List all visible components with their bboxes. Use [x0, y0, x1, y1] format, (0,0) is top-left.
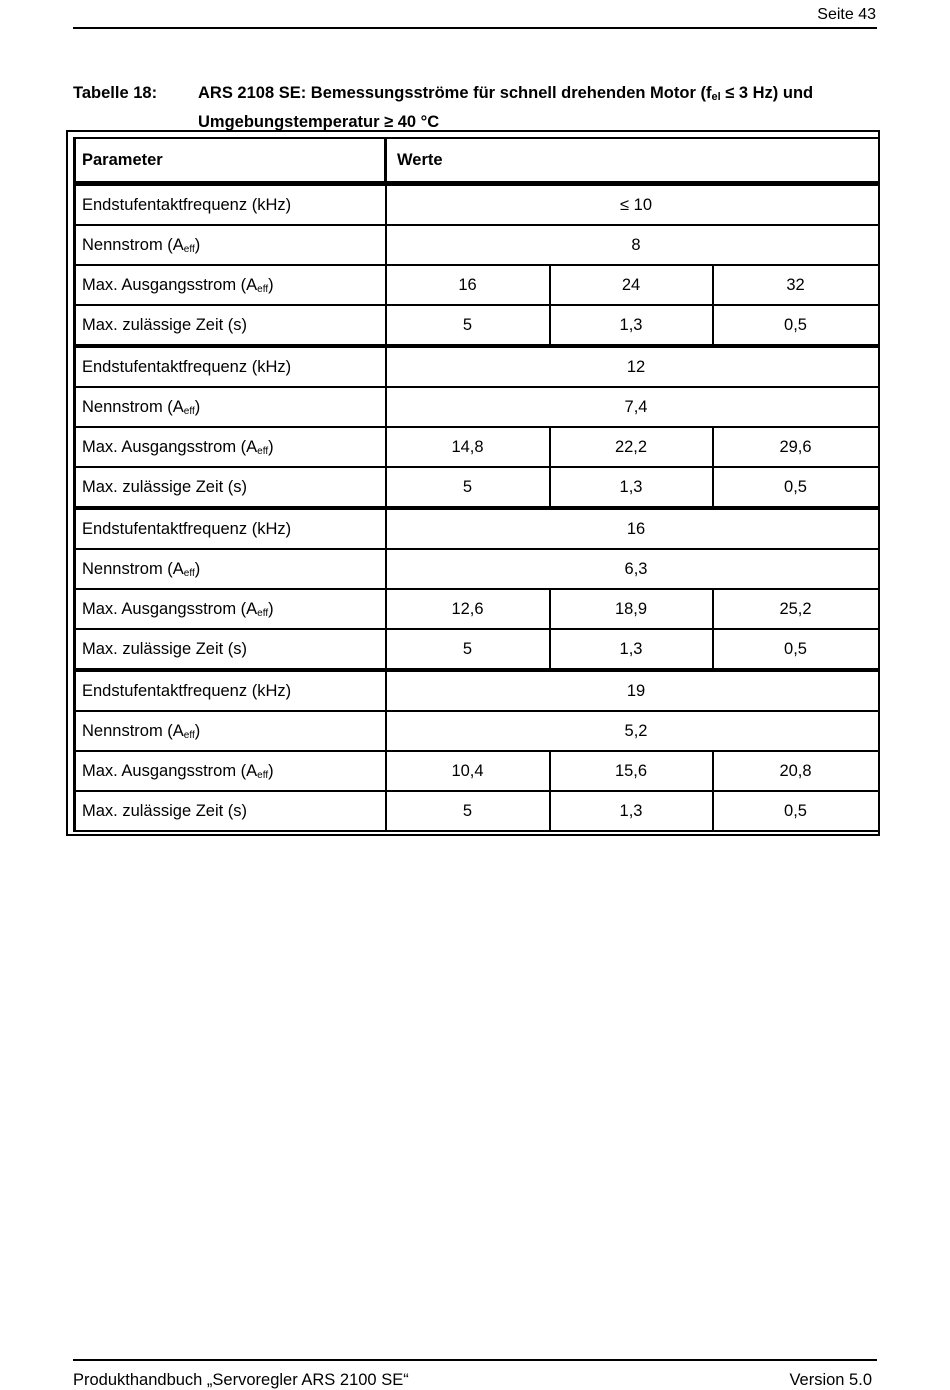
row-rated-current: [75, 711, 879, 751]
value-frequency: 12: [386, 346, 879, 387]
value-max-time: 1,3: [550, 467, 713, 508]
label-max-time: Max. zulässige Zeit (s): [75, 791, 386, 831]
row-rated-current: [75, 387, 879, 427]
row-frequency: [75, 670, 879, 711]
row-max-output-current: [75, 751, 879, 791]
header-rule: [73, 27, 877, 29]
row-max-time: [75, 629, 879, 670]
value-max-time: 5: [386, 305, 550, 346]
value-frequency: 19: [386, 670, 879, 711]
row-frequency: [75, 508, 879, 549]
label-frequency: Endstufentaktfrequenz (kHz): [75, 508, 386, 549]
footer-rule: [73, 1359, 877, 1361]
footer-version: Version 5.0: [789, 1371, 872, 1389]
label-max-output-current: Max. Ausgangsstrom (Aeff): [75, 751, 386, 791]
footer-title: Produkthandbuch „Servoregler ARS 2100 SE“: [73, 1371, 409, 1389]
label-max-output-current: Max. Ausgangsstrom (Aeff): [75, 427, 386, 467]
value-max-output-current: 14,8: [386, 427, 550, 467]
value-max-output-current: 18,9: [550, 589, 713, 629]
caption-text-b: ≤ 3 Hz) und Umgebungstemperatur ≥ 40 °C: [198, 84, 814, 131]
value-max-output-current: 20,8: [713, 751, 879, 791]
value-frequency: 16: [386, 508, 879, 549]
value-max-time: 0,5: [713, 629, 879, 670]
spec-table: [73, 137, 880, 832]
value-max-time: 5: [386, 629, 550, 670]
caption-subscript: el: [711, 91, 721, 103]
label-max-time: Max. zulässige Zeit (s): [75, 305, 386, 346]
label-frequency: Endstufentaktfrequenz (kHz): [75, 346, 386, 387]
label-max-time: Max. zulässige Zeit (s): [75, 629, 386, 670]
value-max-output-current: 10,4: [386, 751, 550, 791]
value-max-time: 0,5: [713, 305, 879, 346]
row-max-output-current: [75, 427, 879, 467]
value-max-output-current: 15,6: [550, 751, 713, 791]
caption-text-a: ARS 2108 SE: Bemessungsströme für schnell drehenden Motor (f: [198, 84, 712, 102]
value-max-output-current: 32: [713, 265, 879, 305]
value-frequency: ≤ 10: [386, 184, 879, 226]
row-rated-current: [75, 225, 879, 265]
label-max-time: Max. zulässige Zeit (s): [75, 467, 386, 508]
value-rated-current: 7,4: [386, 387, 879, 427]
row-frequency: [75, 184, 879, 226]
value-max-output-current: 29,6: [713, 427, 879, 467]
table-header-row: [75, 138, 879, 184]
value-rated-current: 6,3: [386, 549, 879, 589]
value-max-time: 1,3: [550, 629, 713, 670]
row-max-time: [75, 791, 879, 831]
value-max-output-current: 16: [386, 265, 550, 305]
value-max-time: 0,5: [713, 467, 879, 508]
value-max-output-current: 22,2: [550, 427, 713, 467]
value-max-time: 1,3: [550, 791, 713, 831]
value-max-time: 5: [386, 791, 550, 831]
value-max-time: 1,3: [550, 305, 713, 346]
value-rated-current: 5,2: [386, 711, 879, 751]
label-frequency: Endstufentaktfrequenz (kHz): [75, 184, 386, 226]
value-max-time: 5: [386, 467, 550, 508]
value-max-output-current: 24: [550, 265, 713, 305]
caption-text: [198, 80, 868, 136]
value-max-time: 0,5: [713, 791, 879, 831]
row-max-output-current: [75, 265, 879, 305]
row-frequency: [75, 346, 879, 387]
row-max-time: [75, 305, 879, 346]
page-number: Seite 43: [817, 6, 876, 23]
label-rated-current: Nennstrom (Aeff): [75, 549, 386, 589]
header-values: Werte: [386, 138, 879, 184]
value-rated-current: 8: [386, 225, 879, 265]
value-max-output-current: 12,6: [386, 589, 550, 629]
caption-label: Tabelle 18:: [73, 84, 158, 102]
row-rated-current: [75, 549, 879, 589]
row-max-time: [75, 467, 879, 508]
label-frequency: Endstufentaktfrequenz (kHz): [75, 670, 386, 711]
label-max-output-current: Max. Ausgangsstrom (Aeff): [75, 589, 386, 629]
label-rated-current: Nennstrom (Aeff): [75, 387, 386, 427]
label-max-output-current: Max. Ausgangsstrom (Aeff): [75, 265, 386, 305]
row-max-output-current: [75, 589, 879, 629]
value-max-output-current: 25,2: [713, 589, 879, 629]
label-rated-current: Nennstrom (Aeff): [75, 225, 386, 265]
rated-current-table: [66, 130, 880, 836]
label-rated-current: Nennstrom (Aeff): [75, 711, 386, 751]
header-parameter: Parameter: [75, 138, 386, 184]
